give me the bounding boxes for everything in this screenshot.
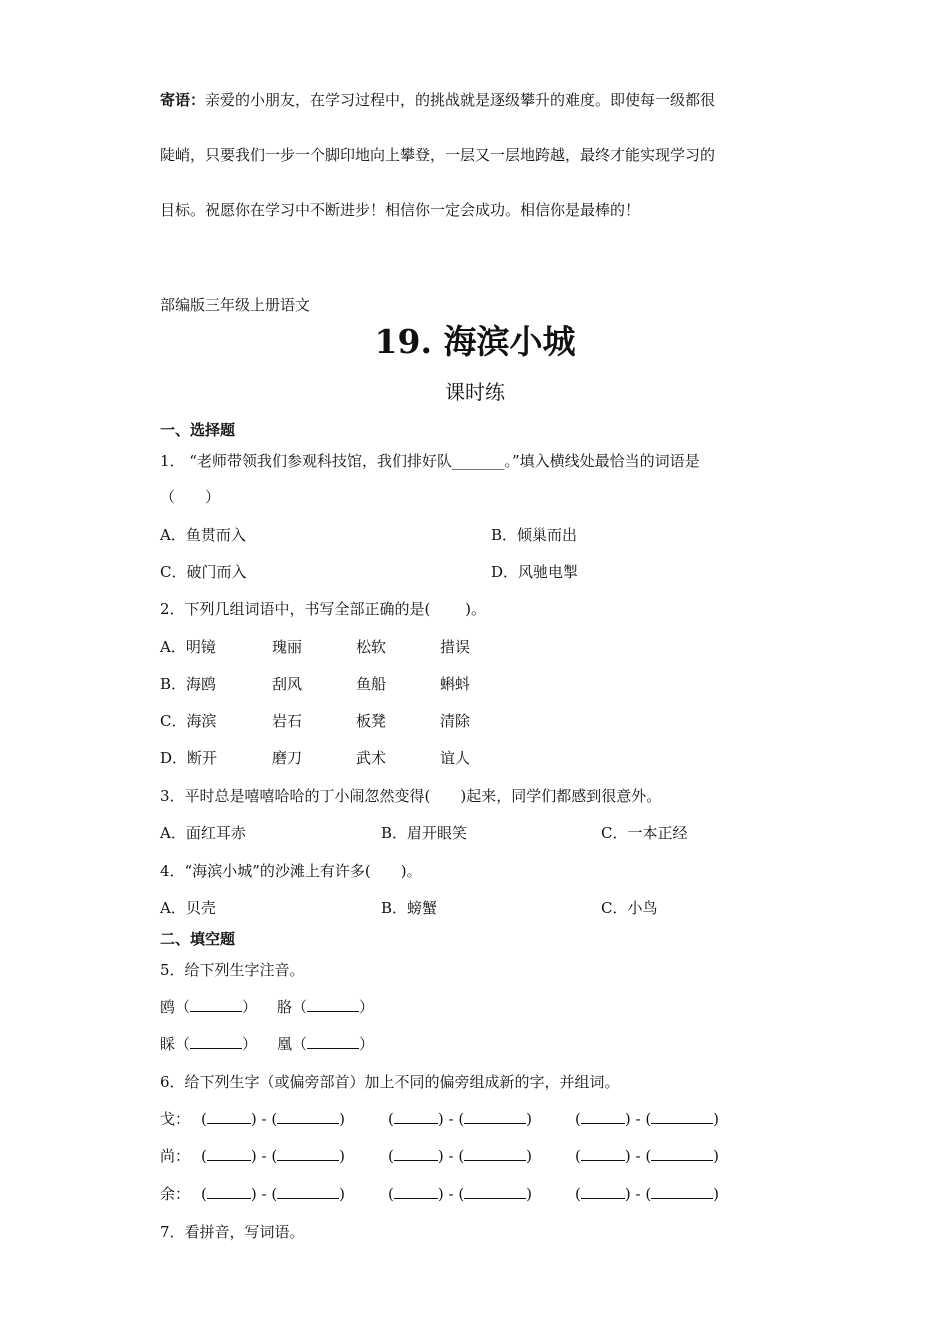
q6-blank[interactable] xyxy=(277,1184,339,1199)
q6-blank[interactable] xyxy=(394,1109,438,1124)
q6-blank[interactable] xyxy=(464,1109,526,1124)
q6-blank[interactable] xyxy=(394,1146,438,1161)
q5-stem: 5．给下列生字注音。 xyxy=(160,961,305,979)
q6-row-3-pair-3: ( ) - ( ) xyxy=(575,1185,720,1203)
q2-row-b-word-4: 蝌蚪 xyxy=(440,675,471,693)
q6-row-1-pair-3: ( ) - ( ) xyxy=(575,1110,720,1128)
q6-blank[interactable] xyxy=(581,1109,625,1124)
q5-item-1: 鸥（ ） xyxy=(160,998,258,1016)
q5-char-3: 睬 xyxy=(160,1035,176,1053)
q1-stem: 1． “老师带领我们参观科技馆，我们排好队_______。”填入横线处最恰当的词语是 xyxy=(160,452,700,470)
q6-blank[interactable] xyxy=(207,1184,251,1199)
q4-option-c: C．小鸟 xyxy=(601,899,658,917)
q2-row-a-word-3: 松软 xyxy=(356,638,387,656)
q6-row-3-label: 余： xyxy=(160,1185,191,1203)
q5-item-2: 胳（ ） xyxy=(277,998,375,1016)
q5-item-4: 凰（ ） xyxy=(277,1035,375,1053)
q3-stem: 3．平时总是嘻嘻哈哈的丁小闹忽然变得( )起来，同学们都感到很意外。 xyxy=(160,787,662,805)
q6-blank[interactable] xyxy=(651,1146,713,1161)
q2-row-d-word-4: 谊人 xyxy=(440,749,471,767)
q4-option-a: A．贝壳 xyxy=(160,899,216,917)
q7-stem: 7．看拼音，写词语。 xyxy=(160,1223,305,1241)
q4-option-b: B．螃蟹 xyxy=(381,899,438,917)
q2-row-c-word-3: 板凳 xyxy=(356,712,387,730)
q6-blank[interactable] xyxy=(394,1184,438,1199)
q2-row-d-word-2: 磨刀 xyxy=(272,749,303,767)
q2-row-b-word-3: 鱼船 xyxy=(356,675,387,693)
section-fill-heading: 二、填空题 xyxy=(160,930,236,948)
page-title: 19. 海滨小城 xyxy=(374,322,576,361)
q5-item-3: 睬（ ） xyxy=(160,1035,258,1053)
course-label: 部编版三年级上册语文 xyxy=(160,296,311,314)
q1-option-c: C．破门而入 xyxy=(160,563,247,581)
q2-row-d-word-3: 武术 xyxy=(356,749,387,767)
q1-option-a: A．鱼贯而入 xyxy=(160,526,246,544)
q2-stem: 2．下列几组词语中，书写全部正确的是( )。 xyxy=(160,600,487,618)
q5-blank-4[interactable] xyxy=(307,1034,359,1049)
header-line-2: 陡峭，只要我们一步一个脚印地向上攀登，一层又一层地跨越，最终才能实现学习的 xyxy=(160,146,716,164)
q2-row-a-word-1: A．明镜 xyxy=(160,638,216,656)
q6-row-2-label: 尚： xyxy=(160,1147,191,1165)
q5-blank-1[interactable] xyxy=(190,997,242,1012)
q6-row-3-pair-1: ( ) - ( ) xyxy=(201,1185,346,1203)
q1-paren: （ ） xyxy=(160,488,221,506)
q6-blank[interactable] xyxy=(277,1146,339,1161)
q6-row-2-pair-3: ( ) - ( ) xyxy=(575,1147,720,1165)
q6-blank[interactable] xyxy=(581,1184,625,1199)
q6-blank[interactable] xyxy=(464,1146,526,1161)
header-line-3: 目标。祝愿你在学习中不断进步！相信你一定会成功。相信你是最棒的！ xyxy=(160,201,641,219)
header-text-1: 亲爱的小朋友，在学习过程中，的挑战就是逐级攀升的难度。即使每一级都很 xyxy=(205,91,716,109)
q6-blank[interactable] xyxy=(464,1184,526,1199)
q1-option-d: D．风驰电掣 xyxy=(491,563,579,581)
q6-blank[interactable] xyxy=(651,1109,713,1124)
q6-row-2-pair-2: ( ) - ( ) xyxy=(388,1147,533,1165)
q3-option-a: A．面红耳赤 xyxy=(160,824,246,842)
q5-char-1: 鸥 xyxy=(160,998,176,1016)
q2-row-c-word-2: 岩石 xyxy=(272,712,303,730)
q2-row-b-word-1: B．海鸥 xyxy=(160,675,217,693)
q1-option-b: B．倾巢而出 xyxy=(491,526,578,544)
q3-option-c: C．一本正经 xyxy=(601,824,688,842)
q4-stem: 4．“海滨小城”的沙滩上有许多( )。 xyxy=(160,862,422,880)
q6-blank[interactable] xyxy=(581,1146,625,1161)
q6-blank[interactable] xyxy=(207,1109,251,1124)
q2-row-b-word-2: 刮风 xyxy=(272,675,303,693)
q6-row-1-pair-2: ( ) - ( ) xyxy=(388,1110,533,1128)
q5-char-4: 凰 xyxy=(277,1035,293,1053)
q6-row-1-label: 戈： xyxy=(160,1110,191,1128)
q6-blank[interactable] xyxy=(651,1184,713,1199)
q5-char-2: 胳 xyxy=(277,998,293,1016)
q6-stem: 6．给下列生字（或偏旁部首）加上不同的偏旁组成新的字，并组词。 xyxy=(160,1073,620,1091)
q2-row-c-word-1: C．海滨 xyxy=(160,712,217,730)
q3-option-b: B．眉开眼笑 xyxy=(381,824,468,842)
q2-row-a-word-4: 措误 xyxy=(440,638,471,656)
q6-blank[interactable] xyxy=(207,1146,251,1161)
q6-row-3-pair-2: ( ) - ( ) xyxy=(388,1185,533,1203)
q5-blank-3[interactable] xyxy=(190,1034,242,1049)
q6-row-2-pair-1: ( ) - ( ) xyxy=(201,1147,346,1165)
page-subtitle: 课时练 xyxy=(445,380,505,404)
q2-row-d-word-1: D．断开 xyxy=(160,749,218,767)
section-choice-heading: 一、选择题 xyxy=(160,421,236,439)
header-label: 寄语： xyxy=(160,91,206,109)
q2-row-c-word-4: 清除 xyxy=(440,712,471,730)
q6-row-1-pair-1: ( ) - ( ) xyxy=(201,1110,346,1128)
q2-row-a-word-2: 瑰丽 xyxy=(272,638,303,656)
header-line-1 xyxy=(160,90,715,110)
q6-blank[interactable] xyxy=(277,1109,339,1124)
q5-blank-2[interactable] xyxy=(307,997,359,1012)
